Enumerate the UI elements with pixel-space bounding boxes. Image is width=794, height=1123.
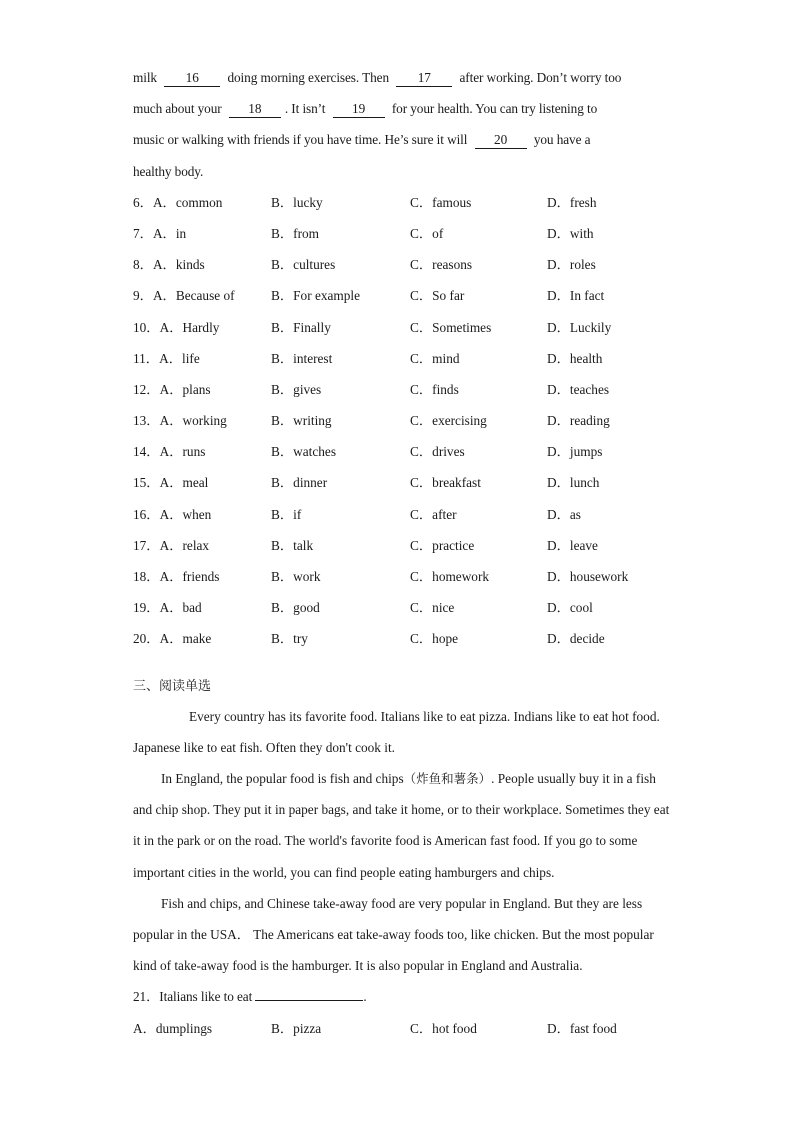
option-d[interactable]: D．health	[547, 350, 603, 366]
option-b[interactable]: B．pizza	[271, 1020, 322, 1036]
option-c[interactable]: C．finds	[410, 381, 459, 397]
option-a[interactable]: 17．A．relax	[133, 537, 210, 553]
blank-17[interactable]: 17	[396, 70, 452, 87]
question-row-7	[133, 218, 673, 249]
option-c[interactable]: C．practice	[410, 537, 475, 553]
blank-18[interactable]: 18	[229, 101, 281, 118]
option-d[interactable]: D．roles	[547, 257, 596, 273]
paragraph: Fish and chips, and Chinese take-away food are very popular in England. But they are less popular in the USA． The Americans eat take-away foods too, like chicken. But the most popular kind of take-away food is the hamburger. It is also popular in England and Australia.	[133, 895, 654, 974]
question-row-8	[133, 249, 673, 280]
option-a[interactable]: 19．A．bad	[133, 600, 202, 616]
question-row-11	[133, 343, 673, 374]
paragraph: Every country has its favorite food. Italians like to eat pizza. Indians like to eat hot food. Japanese like to eat fish. Often they don't cook it.	[133, 708, 660, 755]
option-b[interactable]: B．cultures	[271, 257, 336, 273]
option-d[interactable]: D．decide	[547, 631, 605, 647]
option-b[interactable]: B．dinner	[271, 475, 328, 491]
question-row-15	[133, 467, 673, 498]
option-a[interactable]: A．dumplings	[133, 1020, 213, 1036]
option-c[interactable]: C．nice	[410, 600, 455, 616]
option-b[interactable]: B．Finally	[271, 319, 331, 335]
question-row-6	[133, 187, 673, 218]
passage-line: much about your 18 . It isn’t 19 for your health. You can try listening to	[133, 101, 598, 117]
option-a[interactable]: 11．A．life	[133, 350, 200, 366]
option-b[interactable]: B．try	[271, 631, 308, 647]
blank-20[interactable]: 20	[475, 132, 527, 149]
option-d[interactable]: D．teaches	[547, 381, 610, 397]
option-b[interactable]: B．watches	[271, 444, 336, 460]
option-a[interactable]: 6．A．common	[133, 194, 223, 210]
option-c[interactable]: C．of	[410, 225, 444, 241]
section-heading: 三、阅读单选	[133, 678, 212, 694]
option-d[interactable]: D．cool	[547, 600, 593, 616]
option-d[interactable]: D．as	[547, 506, 581, 522]
option-c[interactable]: C．mind	[410, 350, 460, 366]
option-d[interactable]: D．fast food	[547, 1020, 617, 1036]
question-row-17	[133, 530, 673, 561]
option-d[interactable]: D．In fact	[547, 288, 605, 304]
option-d[interactable]: D．jumps	[547, 444, 603, 460]
option-c[interactable]: C．Sometimes	[410, 319, 492, 335]
answer-blank[interactable]	[255, 1000, 363, 1001]
passage-line: music or walking with friends if you have time. He’s sure it will 20 you have a	[133, 132, 591, 148]
paragraph: In England, the popular food is fish and chips（炸鱼和薯条）. People usually buy it in a fish and chip shop. They put it in paper bags, and take it home, or to their workplace. Sometimes they eat it in the park or on the road. The world's favorite food is American fast food. If you go to some important cities in the world, you can find people eating hamburgers and chips.	[133, 770, 670, 880]
option-a[interactable]: 8．A．kinds	[133, 257, 205, 273]
option-a[interactable]: 13．A．working	[133, 413, 227, 429]
option-c[interactable]: C．So far	[410, 288, 465, 304]
option-b[interactable]: B．good	[271, 600, 320, 616]
option-c[interactable]: C．famous	[410, 194, 472, 210]
blank-16[interactable]: 16	[164, 70, 220, 87]
option-c[interactable]: C．homework	[410, 569, 490, 584]
option-d[interactable]: D．with	[547, 225, 594, 241]
option-d[interactable]: D．leave	[547, 537, 598, 553]
option-d[interactable]: D．housework	[547, 569, 629, 584]
option-c[interactable]: C．hot food	[410, 1020, 477, 1036]
option-b[interactable]: B．work	[271, 569, 321, 584]
question-list	[133, 187, 673, 655]
option-d[interactable]: D．lunch	[547, 475, 600, 491]
passage-continuation	[133, 62, 673, 187]
question-row-13	[133, 405, 673, 436]
exam-page	[133, 62, 673, 1044]
option-a[interactable]: 10．A．Hardly	[133, 319, 220, 335]
option-a[interactable]: 15．A．meal	[133, 475, 209, 491]
question-row-20	[133, 623, 673, 654]
question-row-14	[133, 436, 673, 467]
question-row-18	[133, 561, 673, 592]
option-d[interactable]: D．fresh	[547, 194, 597, 210]
question-row-16	[133, 499, 673, 530]
option-d[interactable]: D．Luckily	[547, 319, 612, 335]
option-b[interactable]: B．from	[271, 225, 320, 241]
option-b[interactable]: B．lucky	[271, 194, 323, 210]
option-b[interactable]: B．For example	[271, 288, 361, 304]
option-d[interactable]: D．reading	[547, 413, 610, 429]
question-21-stem: 21．Italians like to eat .	[133, 989, 367, 1005]
question-row-19	[133, 592, 673, 623]
option-c[interactable]: C．hope	[410, 631, 459, 647]
question-row-10	[133, 312, 673, 343]
option-b[interactable]: B．interest	[271, 350, 333, 366]
option-c[interactable]: C．exercising	[410, 413, 487, 429]
option-c[interactable]: C．breakfast	[410, 475, 481, 491]
question-row-9	[133, 280, 673, 311]
option-b[interactable]: B．gives	[271, 381, 322, 397]
option-b[interactable]: B．talk	[271, 537, 314, 553]
option-b[interactable]: B．writing	[271, 413, 332, 429]
option-a[interactable]: 20．A．make	[133, 631, 212, 647]
question-row-21	[133, 1013, 673, 1044]
option-a[interactable]: 18．A．friends	[133, 569, 220, 584]
passage-line: healthy body.	[133, 163, 204, 179]
option-b[interactable]: B．if	[271, 506, 302, 522]
question-row-12	[133, 374, 673, 405]
reading-passage	[133, 701, 673, 982]
option-a[interactable]: 14．A．runs	[133, 444, 206, 460]
option-c[interactable]: C．after	[410, 506, 457, 522]
option-c[interactable]: C．reasons	[410, 257, 473, 273]
option-a[interactable]: 9．A．Because of	[133, 288, 235, 304]
option-a[interactable]: 12．A．plans	[133, 381, 211, 397]
passage-line: milk 16 doing morning exercises. Then 17 after working. Don’t worry too	[133, 70, 622, 85]
blank-19[interactable]: 19	[333, 101, 385, 118]
option-a[interactable]: 7．A．in	[133, 225, 187, 241]
option-c[interactable]: C．drives	[410, 444, 465, 460]
option-a[interactable]: 16．A．when	[133, 506, 212, 522]
